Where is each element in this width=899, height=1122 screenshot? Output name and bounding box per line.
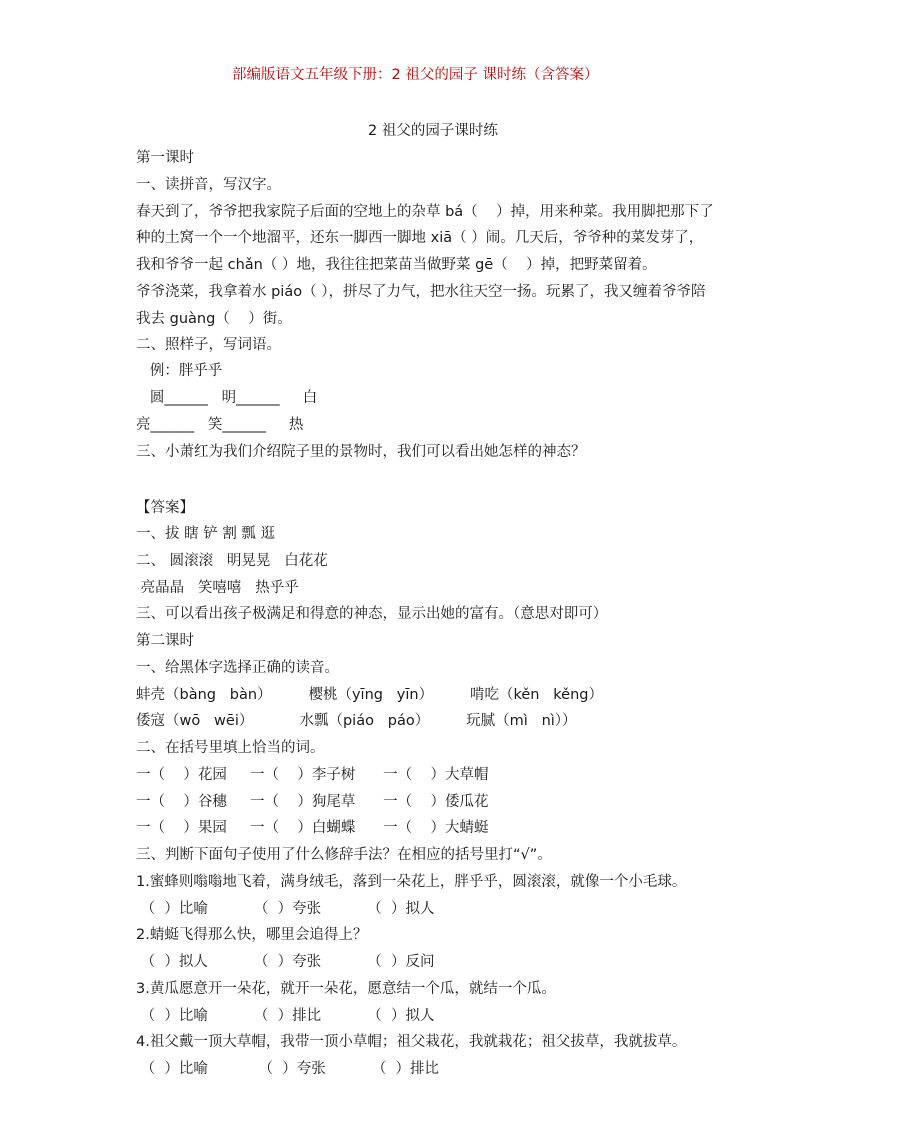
l2q2-row: 一（ ）谷穗 一（ ）狗尾草 一（ ）倭瓜花 bbox=[136, 794, 489, 810]
l2q1-row: 蚌壳（bàng bàn） 樱桃（yīng yīn） 啃吃（kěn kěng） bbox=[136, 687, 603, 703]
answers-heading: 【答案】 bbox=[136, 500, 194, 516]
l2q1-heading: 一、给黑体字选择正确的读音。 bbox=[136, 660, 339, 676]
l2q3-heading: 三、判断下面句子使用了什么修辞手法？在相应的括号里打“√”。 bbox=[136, 847, 552, 863]
answer-line: 二、 圆滚滚 明晃晃 白花花 bbox=[136, 553, 328, 569]
q2-example: 例：胖乎乎 bbox=[136, 363, 223, 379]
l2q1-row: 倭寇（wō wēi） 水瓢（piáo páo） 玩腻（mì nì）） bbox=[136, 713, 577, 729]
l2q3-sentence: 4.祖父戴一顶大草帽，我带一顶小草帽；祖父栽花，我就栽花；祖父拔草，我就拔草。 bbox=[136, 1034, 687, 1050]
lesson2-heading: 第二课时 bbox=[136, 633, 194, 649]
l2q3-options: （ ）拟人 （ ）夸张 （ ）反问 bbox=[136, 954, 435, 970]
q1-heading: 一、读拼音，写汉字。 bbox=[136, 177, 281, 193]
l2q2-row: 一（ ）果园 一（ ）白蝴蝶 一（ ）大蜻蜓 bbox=[136, 820, 489, 836]
page-header: 部编版语文五年级下册：2 祖父的园子 课时练（含答案） bbox=[232, 67, 599, 83]
page-title: 2 祖父的园子课时练 bbox=[368, 123, 498, 139]
q2-heading: 二、照样子，写词语。 bbox=[136, 337, 281, 353]
answer-line: 一、拔 瞎 铲 割 瓢 逛 bbox=[136, 526, 276, 542]
l2q3-sentence: 1.蜜蜂则嗡嗡地飞着，满身绒毛，落到一朵花上，胖乎乎，圆滚滚，就像一个小毛球。 bbox=[136, 874, 687, 890]
q1-line: 爷爷浇菜，我拿着水 piáo（ ），拼尽了力气，把水往天空一扬。玩累了，我又缠着爷爷陪 bbox=[136, 284, 706, 300]
l2q3-sentence: 3.黄瓜愿意开一朵花，就开一朵花，愿意结一个瓜，就结一个瓜。 bbox=[136, 981, 556, 997]
l2q3-options: （ ）比喻 （ ）排比 （ ）拟人 bbox=[136, 1008, 435, 1024]
l2q3-options: （ ）比喻 （ ）夸张 （ ）排比 bbox=[136, 1061, 440, 1077]
q2-row: 亮______ 笑______ 热 bbox=[136, 417, 304, 433]
answer-line: 三、可以看出孩子极满足和得意的神态，显示出她的富有。（意思对即可） bbox=[136, 606, 608, 622]
q3-question: 三、小萧红为我们介绍院子里的景物时，我们可以看出她怎样的神态？ bbox=[136, 444, 586, 460]
lesson1-heading: 第一课时 bbox=[136, 150, 194, 166]
q1-line: 我去 guàng（ ）街。 bbox=[136, 311, 292, 327]
l2q3-sentence: 2.蜻蜓飞得那么快，哪里会追得上？ bbox=[136, 927, 368, 943]
answer-line: 亮晶晶 笑嘻嘻 热乎乎 bbox=[136, 580, 299, 596]
q1-line: 种的土窝一个一个地溜平，还东一脚西一脚地 xiā（ ）闹。几天后，爷爷种的菜发芽了， bbox=[136, 230, 704, 246]
l2q2-heading: 二、在括号里填上恰当的词。 bbox=[136, 740, 325, 756]
q2-row: 圆______ 明______ 白 bbox=[136, 390, 318, 406]
l2q2-row: 一（ ）花园 一（ ）李子树 一（ ）大草帽 bbox=[136, 767, 489, 783]
q1-line: 我和爷爷一起 chǎn（ ）地，我往往把菜苗当做野菜 gē（ ）掉，把野菜留着。 bbox=[136, 257, 657, 273]
q1-line: 春天到了，爷爷把我家院子后面的空地上的杂草 bá（ ）掉，用来种菜。我用脚把那下了 bbox=[136, 204, 714, 220]
l2q3-options: （ ）比喻 （ ）夸张 （ ）拟人 bbox=[136, 901, 435, 917]
